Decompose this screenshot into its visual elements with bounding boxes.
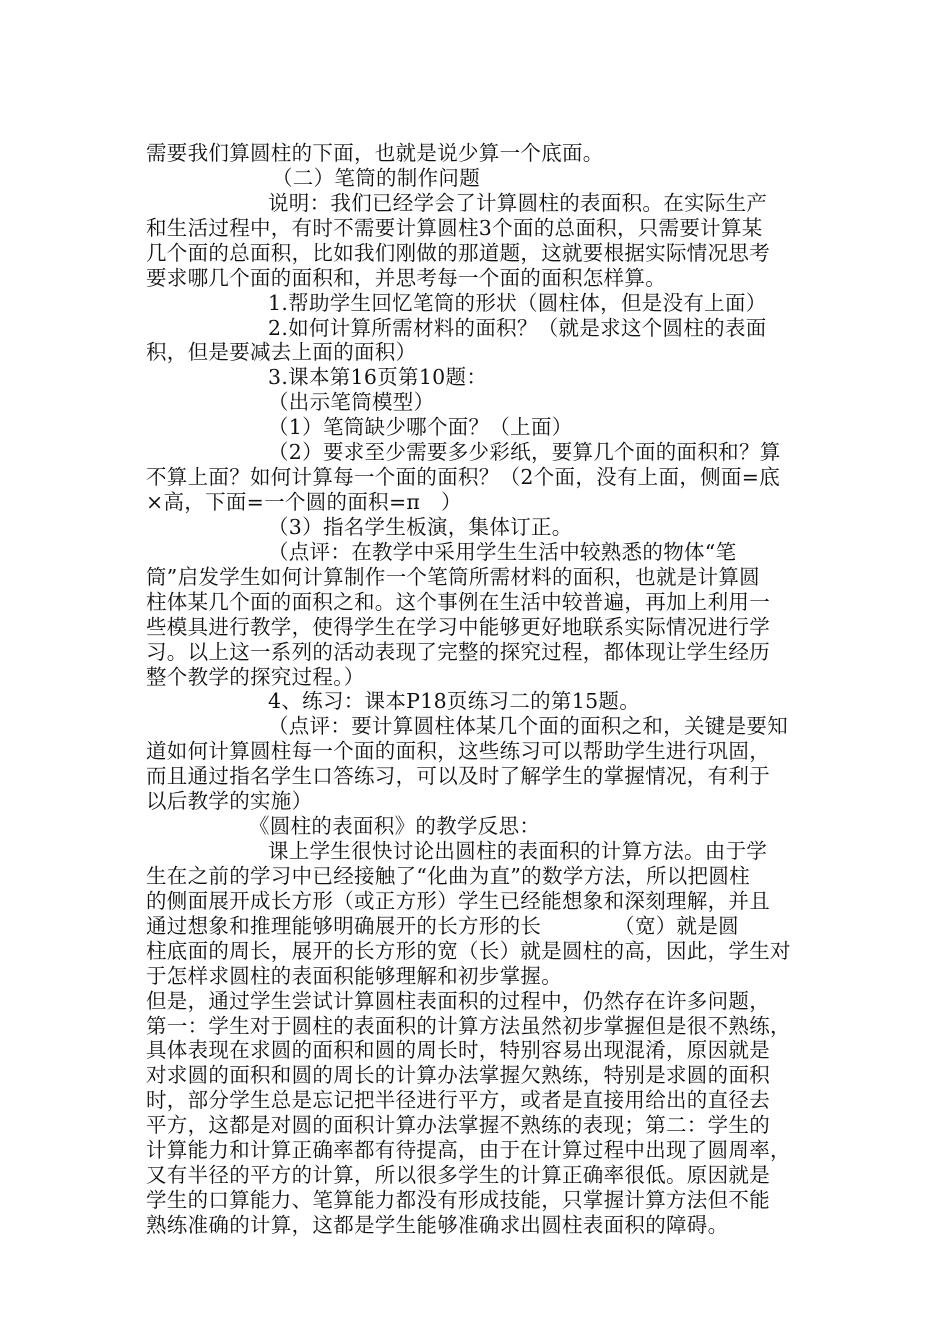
text-line: 筒”启发学生如何计算制作一个笔筒所需材料的面积，也就是计算圆 xyxy=(146,565,760,589)
text-line: 生在之前的学习中已经接触了“化曲为直”的数学方法，所以把圆柱 xyxy=(146,864,750,888)
text-line: 但是，通过学生尝试计算圆柱表面积的过程中，仍然存在许多问题， xyxy=(146,989,770,1013)
text-line: 通过想象和推理能够明确展开的长方形的长 （宽）就是圆 xyxy=(146,914,739,938)
text-line: （1）笔筒缺少哪个面？（上面） xyxy=(268,415,573,439)
text-line: 积，但是要减去上面的面积） xyxy=(146,340,417,364)
text-line: 学生的口算能力、笔算能力都没有形成技能，只掌握计算方法但不能 xyxy=(146,1188,770,1212)
text-line: 几个面的总面积，比如我们刚做的那道题，这就要根据实际情况思考 xyxy=(146,241,770,265)
text-line: 2.如何计算所需材料的面积？（就是求这个圆柱的表面 xyxy=(268,316,767,340)
text-line: 于怎样求圆柱的表面积能够理解和初步掌握。 xyxy=(146,964,562,988)
text-line: （点评：要计算圆柱体某几个面的面积之和，关键是要知 xyxy=(268,714,788,738)
text-line: 第一：学生对于圆柱的表面积的计算方法虽然初步掌握但是很不熟练， xyxy=(146,1014,791,1038)
text-line: 1.帮助学生回忆笔筒的形状（圆柱体，但是没有上面） xyxy=(268,291,767,315)
text-line: 要求哪几个面的面积和，并思考每一个面的面积怎样算。 xyxy=(146,266,666,290)
section-heading: 《圆柱的表面积》的教学反思： xyxy=(249,814,541,838)
text-line: 熟练准确的计算，这都是学生能够准确求出圆柱表面积的障碍。 xyxy=(146,1213,729,1237)
text-line: 不算上面？如何计算每一个面的面积？（2个面，没有上面，侧面=底 xyxy=(146,465,781,489)
text-line: 平方，这都是对圆的面积计算办法掌握不熟练的表现；第二：学生的 xyxy=(146,1113,770,1137)
text-line: 习。以上这一系列的活动表现了完整的探究过程，都体现让学生经历 xyxy=(146,640,770,664)
text-line: 整个教学的探究过程。） xyxy=(146,665,365,689)
text-line: 具体表现在求圆的面积和圆的周长时，特别容易出现混淆，原因就是 xyxy=(146,1038,770,1062)
text-line: 以后教学的实施） xyxy=(146,789,313,813)
text-line: （出示笔筒模型） xyxy=(268,390,435,414)
text-line: 而且通过指名学生口答练习，可以及时了解学生的掌握情况，有利于 xyxy=(146,764,770,788)
text-line: 和生活过程中，有时不需要计算圆柱3个面的总面积，只需要计算某 xyxy=(146,216,763,240)
text-line: 4、练习：课本P18页练习二的第15题。 xyxy=(268,689,641,713)
text-line: 需要我们算圆柱的下面，也就是说少算一个底面。 xyxy=(146,141,604,165)
text-line: 对求圆的面积和圆的周长的计算办法掌握欠熟练，特别是求圆的面积 xyxy=(146,1063,770,1087)
text-line: 些模具进行教学，使得学生在学习中能够更好地联系实际情况进行学 xyxy=(146,615,770,639)
text-line: 时，部分学生总是忘记把半径进行平方，或者是直接用给出的直径去 xyxy=(146,1088,770,1112)
text-line: 3.课本第16页第10题： xyxy=(268,365,488,389)
text-line: 柱底面的周长，展开的长方形的宽（长）就是圆柱的高，因此，学生对 xyxy=(146,939,791,963)
text-line: 计算能力和计算正确率都有待提高，由于在计算过程中出现了圆周率， xyxy=(146,1138,791,1162)
text-line: 课上学生很快讨论出圆柱的表面积的计算方法。由于学 xyxy=(268,839,768,863)
text-line: 道如何计算圆柱每一个面的面积，这些练习可以帮助学生进行巩固， xyxy=(146,739,770,763)
text-line: 的侧面展开成长方形（或正方形）学生已经能想象和深刻理解，并且 xyxy=(146,889,770,913)
text-line: （2）要求至少需要多少彩纸，要算几个面的面积和？算 xyxy=(268,440,781,464)
section-heading: （二）笔筒的制作问题 xyxy=(272,166,480,190)
text-line: （3）指名学生板演，集体订正。 xyxy=(268,515,573,539)
text-line: （点评：在教学中采用学生生活中较熟悉的物体“笔 xyxy=(268,540,737,564)
text-line: 说明：我们已经学会了计算圆柱的表面积。在实际生产 xyxy=(268,191,768,215)
text-line: ×高，下面=一个圆的面积=π ） xyxy=(146,490,462,514)
text-line: 又有半径的平方的计算，所以很多学生的计算正确率很低。原因就是 xyxy=(146,1163,770,1187)
text-line: 柱体某几个面的面积之和。这个事例在生活中较普遍，再加上利用一 xyxy=(146,590,770,614)
